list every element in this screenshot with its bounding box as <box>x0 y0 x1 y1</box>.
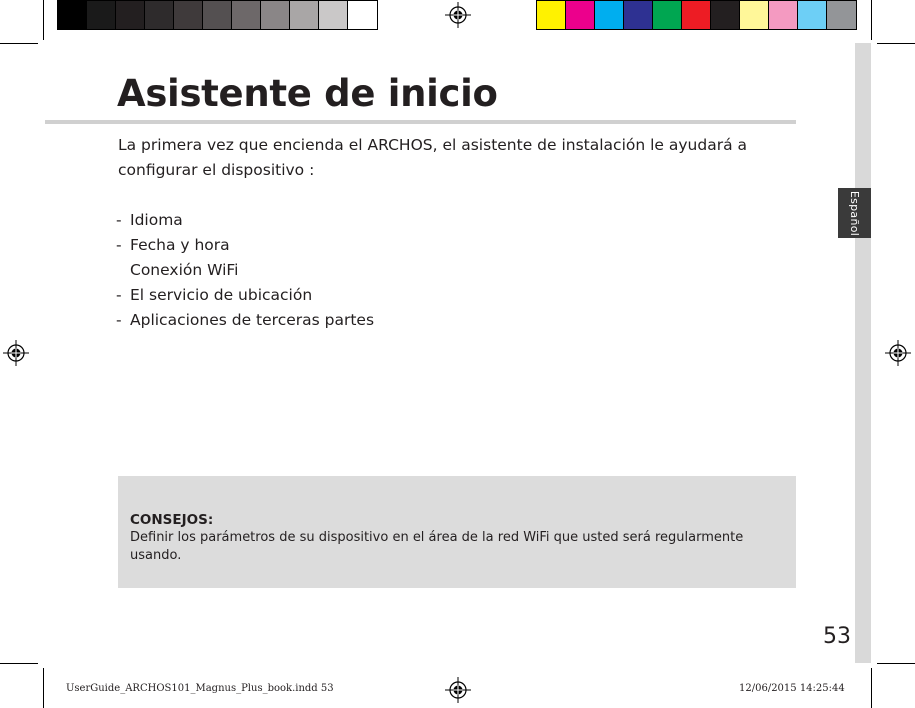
color-swatch <box>740 1 769 29</box>
crop-mark-bottom-right-v <box>871 668 872 708</box>
side-band <box>855 43 871 663</box>
tips-text: Definir los parámetros de su dispositivo en el área de la red WiFi que usted será regularmente usando. <box>130 530 744 563</box>
registration-mark-right-icon <box>885 340 911 366</box>
list-item: - El servicio de ubicación <box>116 286 313 304</box>
crop-mark-top-right-h <box>877 43 915 44</box>
gray-swatch <box>261 1 290 29</box>
color-swatch <box>711 1 740 29</box>
page-number: 53 <box>823 624 851 649</box>
gray-swatch <box>203 1 232 29</box>
color-swatch <box>769 1 798 29</box>
registration-mark-bottom-icon <box>445 677 471 703</box>
color-calibration-bar <box>536 0 857 30</box>
gray-swatch <box>232 1 261 29</box>
color-swatch <box>537 1 566 29</box>
gray-swatch <box>174 1 203 29</box>
color-swatch <box>682 1 711 29</box>
color-swatch <box>827 1 856 29</box>
language-tab <box>838 188 871 238</box>
list-item: - Idioma <box>116 211 183 229</box>
color-swatch <box>595 1 624 29</box>
color-swatch <box>798 1 827 29</box>
color-swatch <box>653 1 682 29</box>
gray-swatch <box>319 1 348 29</box>
page-title: Asistente de inicio <box>117 72 498 115</box>
tips-title: CONSEJOS: <box>130 512 214 528</box>
intro-paragraph: La primera vez que encienda el ARCHOS, el asistente de instalación le ayudará a configurar el dispositivo : <box>118 136 748 179</box>
gray-swatch <box>145 1 174 29</box>
language-tab-label: Español <box>848 190 862 236</box>
registration-mark-top-icon <box>445 2 471 28</box>
crop-mark-bottom-left-h <box>0 663 38 664</box>
list-item: - Aplicaciones de terceras partes <box>116 311 375 329</box>
crop-mark-top-left-h <box>0 43 38 44</box>
crop-mark-top-right-v <box>871 0 872 40</box>
slug-date: 12/06/2015 14:25:44 <box>739 683 845 694</box>
color-swatch <box>566 1 595 29</box>
slug-filename: UserGuide_ARCHOS101_Magnus_Plus_book.indd 53 <box>66 683 334 694</box>
gray-swatch <box>348 1 377 29</box>
list-item: - Fecha y hora <box>116 236 230 254</box>
setup-steps-list <box>116 208 374 333</box>
gray-swatch <box>290 1 319 29</box>
gray-swatch <box>58 1 87 29</box>
crop-mark-bottom-left-v <box>43 668 44 708</box>
registration-mark-left-icon <box>3 340 29 366</box>
title-rule <box>45 120 796 124</box>
gray-swatch <box>116 1 145 29</box>
tips-box <box>118 476 796 588</box>
crop-mark-bottom-right-h <box>877 663 915 664</box>
color-swatch <box>624 1 653 29</box>
gray-calibration-bar <box>57 0 378 30</box>
crop-mark-top-left-v <box>43 0 44 40</box>
gray-swatch <box>87 1 116 29</box>
list-item: Conexión WiFi <box>130 261 239 279</box>
